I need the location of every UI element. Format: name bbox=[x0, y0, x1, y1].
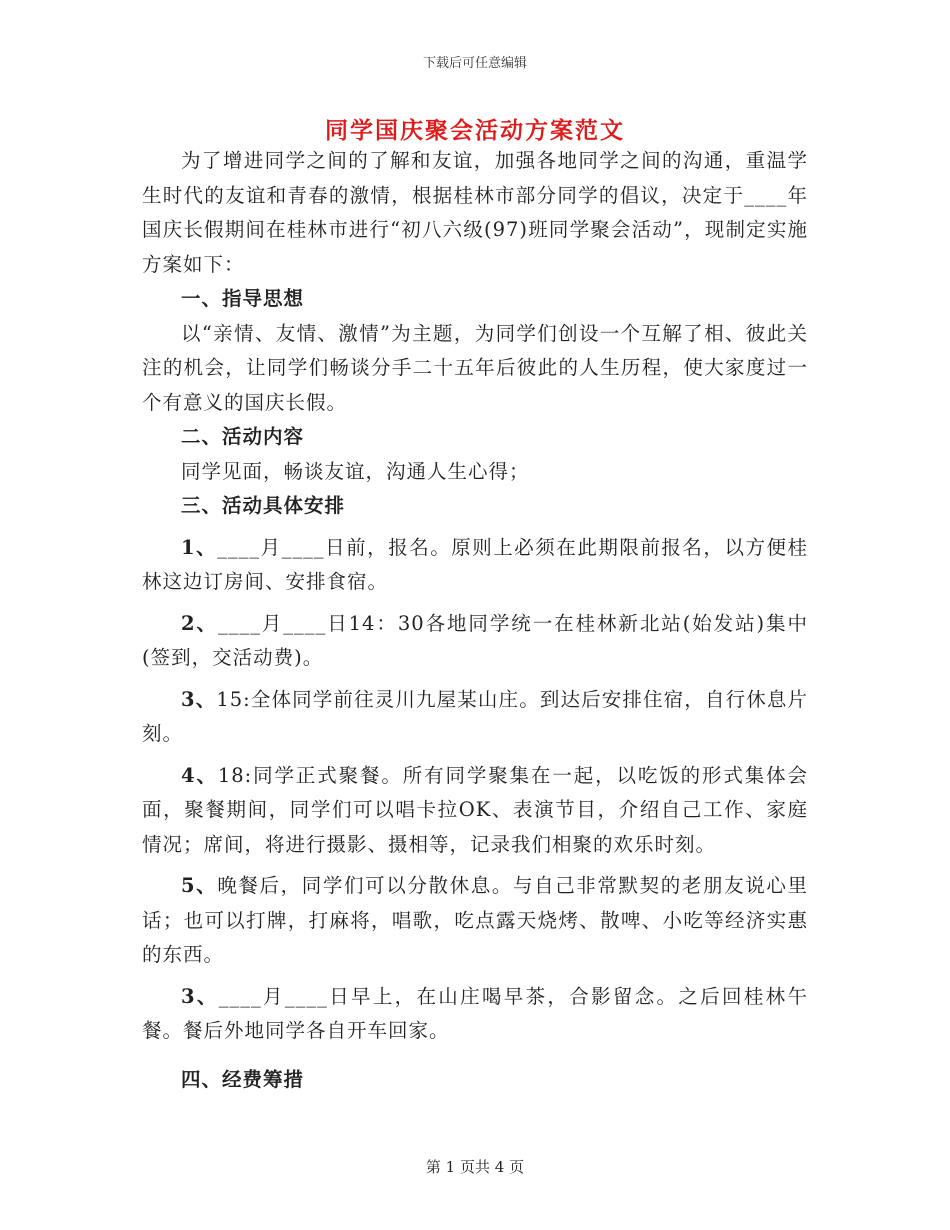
item-number: 1、 bbox=[181, 535, 218, 559]
item-number: 3、 bbox=[181, 687, 217, 711]
activity-content-paragraph: 同学见面，畅谈友谊，沟通人生心得； bbox=[181, 459, 530, 483]
schedule-item bbox=[142, 980, 808, 1049]
section-heading-guiding-idea: 一、指导思想 bbox=[181, 287, 305, 310]
item-text: 18:同学正式聚餐。所有同学聚集在一起，以吃饭的形式集体会面，聚餐期间，同学们可以唱卡拉OK、表演节目，介绍自己工作、家庭情况；席间，将进行摄影、摄相等，记录我们相聚的欢乐时刻。 bbox=[142, 763, 808, 856]
item-text: ____月____日早上，在山庄喝早茶，合影留念。之后回桂林午餐。餐后外地同学各自开车回家。 bbox=[142, 984, 808, 1042]
schedule-item bbox=[142, 531, 808, 600]
schedule-item bbox=[142, 759, 808, 863]
schedule-item bbox=[142, 683, 808, 752]
item-text: ____月____日前，报名。原则上必须在此期限前报名，以方便桂林这边订房间、安排食宿。 bbox=[142, 535, 808, 593]
document-title: 同学国庆聚会活动方案范文 bbox=[325, 117, 625, 144]
intro-paragraph: 为了增进同学之间的了解和友谊，加强各地同学之间的沟通，重温学生时代的友谊和青春的激情，根据桂林市部分同学的倡议，决定于____年国庆长假期间在桂林市进行“初八六级(97)班同学聚会活动”，现制定实施方案如下： bbox=[142, 149, 808, 276]
header-note: 下载后可任意编辑 bbox=[422, 56, 527, 71]
item-number: 5、 bbox=[181, 874, 218, 897]
schedule-item bbox=[142, 607, 808, 676]
guiding-idea-paragraph: 以“亲情、友情、激情”为主题，为同学们创设一个互解了相、彼此关注的机会，让同学们畅谈分手二十五年后彼此的人生历程，使大家度过一个有意义的国庆长假。 bbox=[142, 321, 808, 414]
item-number: 4、 bbox=[181, 763, 218, 787]
document-body bbox=[142, 144, 808, 1097]
item-number: 3、 bbox=[181, 984, 219, 1008]
section-heading-schedule: 三、活动具体安排 bbox=[181, 494, 346, 517]
item-text: 晚餐后，同学们可以分散休息。与自己非常默契的老朋友说心里话；也可以打牌，打麻将，唱歌，吃点露天烧烤、散啤、小吃等经济实惠的东西。 bbox=[142, 874, 808, 966]
item-text: ____月____日14：30各地同学统一在桂林新北站(始发站)集中(签到，交活动费)。 bbox=[142, 611, 808, 669]
section-heading-activity-content: 二、活动内容 bbox=[181, 425, 305, 448]
page-footer: 第 1 页共 4 页 bbox=[425, 1158, 525, 1176]
item-number: 2、 bbox=[181, 611, 218, 635]
item-text: 15:全体同学前往灵川九屋某山庄。到达后安排住宿，自行休息片刻。 bbox=[142, 687, 808, 745]
section-heading-funding: 四、经费筹措 bbox=[181, 1067, 305, 1091]
schedule-item bbox=[142, 869, 808, 973]
